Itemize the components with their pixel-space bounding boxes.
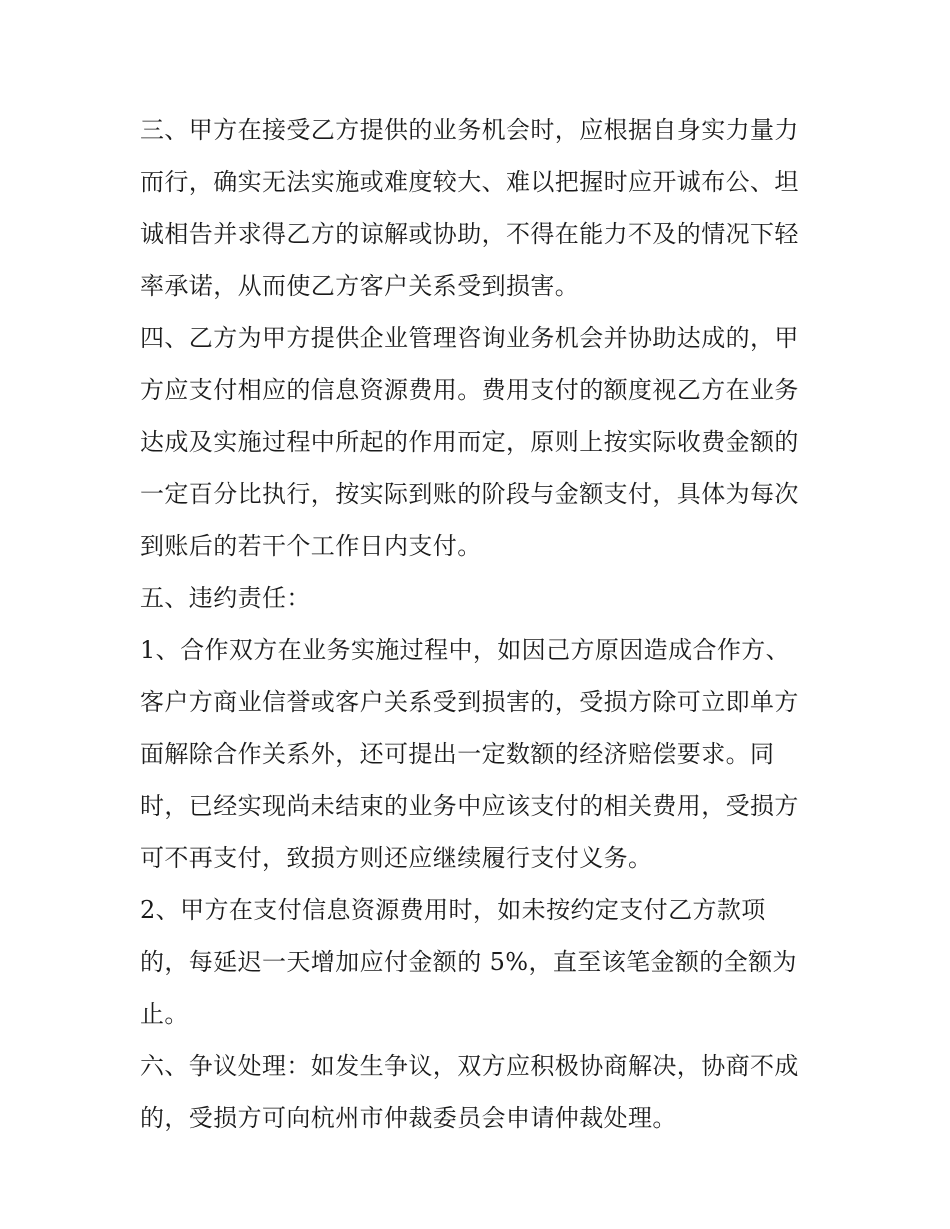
text-line: 客户方商业信誉或客户关系受到损害的，受损方除可立即单方 [140, 688, 799, 716]
text-line: 方应支付相应的信息资源费用。费用支付的额度视乙方在业务 [140, 376, 799, 404]
text-line: 率承诺，从而使乙方客户关系受到损害。 [140, 272, 580, 300]
text-line: 的，每延迟一天增加应付金额的 5%，直至该笔金额的全额为 [140, 948, 797, 976]
text-line: 面解除合作关系外，还可提出一定数额的经济赔偿要求。同 [140, 740, 775, 768]
text-line: 时，已经实现尚未结束的业务中应该支付的相关费用，受损方 [140, 792, 799, 820]
text-line: 2、甲方在支付信息资源费用时，如未按约定支付乙方款项 [140, 896, 766, 924]
text-line: 六、争议处理：如发生争议，双方应积极协商解决，协商不成 [140, 1052, 799, 1080]
text-line: 止。 [140, 1000, 189, 1028]
text-line: 达成及实施过程中所起的作用而定，原则上按实际收费金额的 [140, 428, 799, 456]
text-line: 可不再支付，致损方则还应继续履行支付义务。 [140, 844, 653, 872]
section-heading: 五、违约责任： [140, 584, 311, 612]
text-line: 而行，确实无法实施或难度较大、难以把握时应开诚布公、坦 [140, 168, 799, 196]
text-line: 到账后的若干个工作日内支付。 [140, 532, 482, 560]
text-line: 的，受损方可向杭州市仲裁委员会申请仲裁处理。 [140, 1104, 677, 1132]
text-line: 三、甲方在接受乙方提供的业务机会时，应根据自身实力量力 [140, 116, 799, 144]
text-line: 一定百分比执行，按实际到账的阶段与金额支付，具体为每次 [140, 480, 799, 508]
text-line: 诚相告并求得乙方的谅解或协助，不得在能力不及的情况下轻 [140, 220, 799, 248]
text-line: 四、乙方为甲方提供企业管理咨询业务机会并协助达成的，甲 [140, 324, 799, 352]
text-line: 1、合作双方在业务实施过程中，如因己方原因造成合作方、 [140, 636, 791, 664]
